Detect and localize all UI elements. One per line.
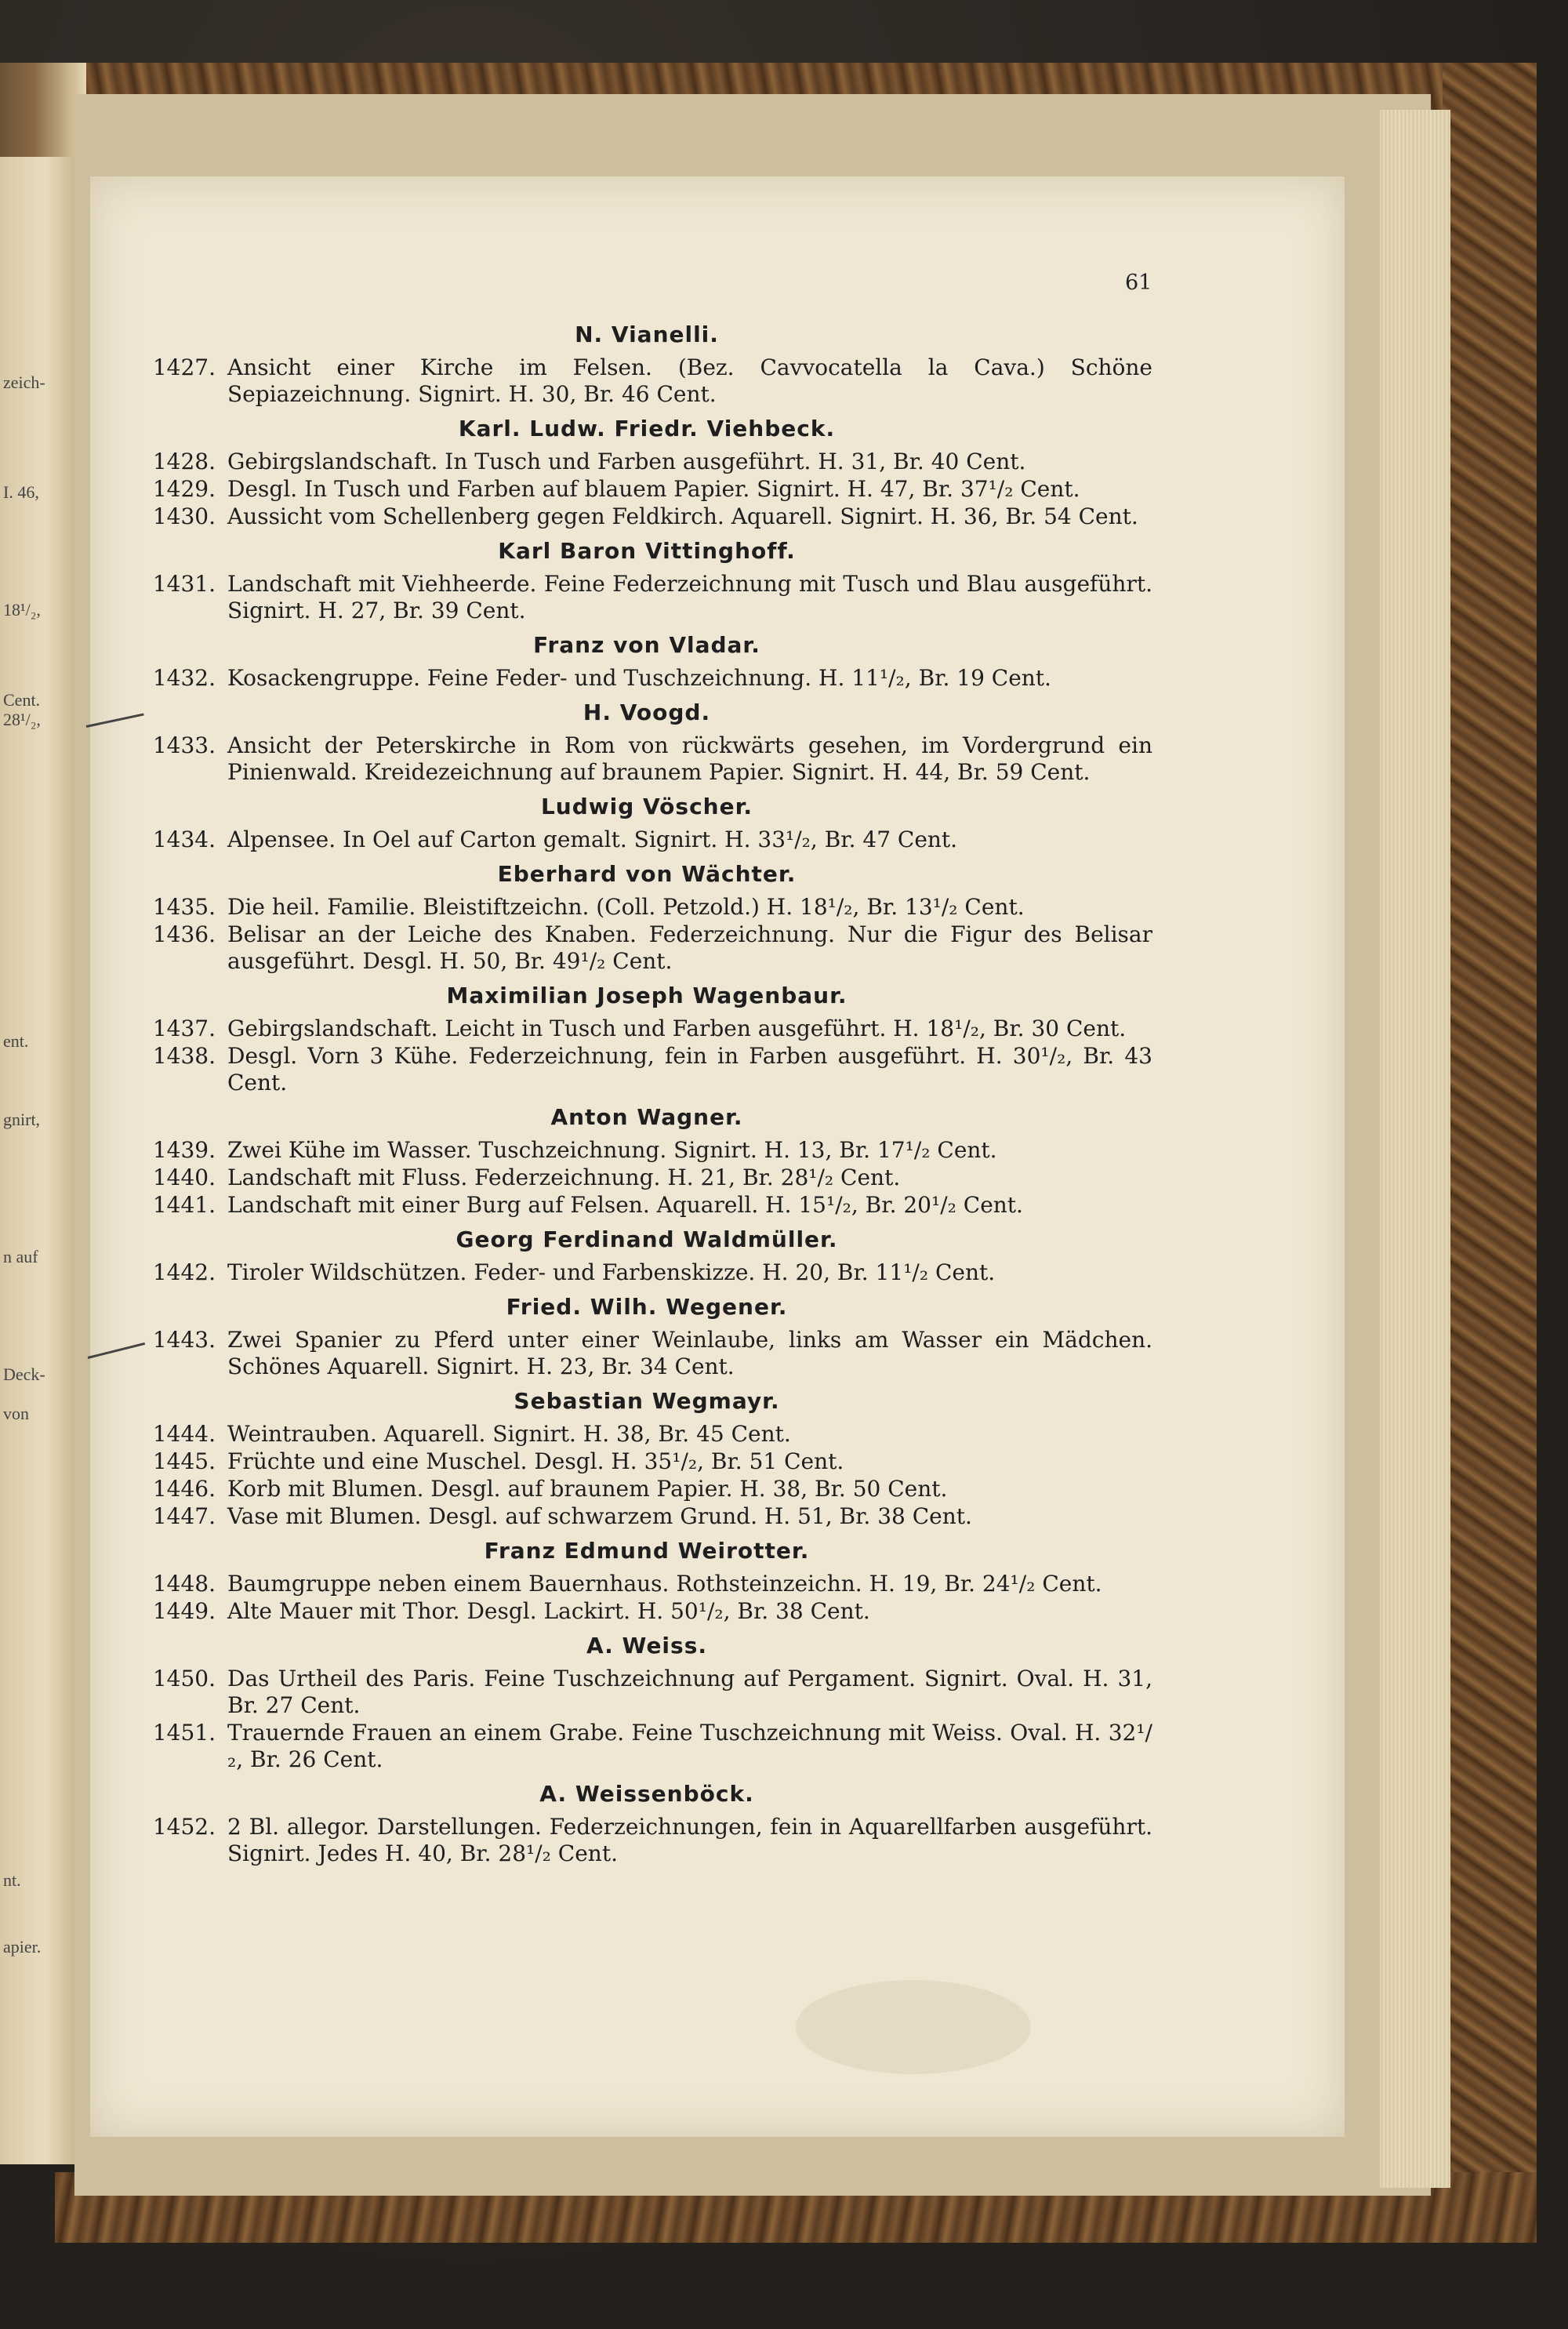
entry-description: Die heil. Familie. Bleistiftzeichn. (Coll. Petzold.) H. 18¹/₂, Br. 13¹/₂ Cent. (227, 894, 1025, 920)
catalog-entry (141, 827, 1152, 853)
artist-heading: Franz Edmund Weirotter. (484, 1538, 810, 1564)
entry-description: Gebirgslandschaft. Leicht in Tusch und Farben ausgeführt. H. 18¹/₂, Br. 30 Cent. (227, 1016, 1127, 1041)
entry-number: 1436. (152, 921, 216, 947)
entry-number: 1437. (152, 1016, 216, 1041)
artist-heading: Karl. Ludw. Friedr. Viehbeck. (458, 416, 836, 441)
artist-heading: A. Weissenböck. (539, 1781, 754, 1807)
artist-heading: H. Voogd. (583, 699, 711, 725)
page-number: 61 (1125, 271, 1152, 295)
entry-description: Belisar an der Leiche des Knaben. Federzeichnung. Nur die Figur des Belisar ausgeführt. Desgl. H. 50, Br. 49¹/₂ Cent. (227, 921, 1152, 974)
catalog-entry (141, 1476, 1152, 1502)
entry-number: 1430. (152, 503, 216, 529)
entry-number: 1445. (152, 1448, 216, 1474)
catalog-entry (141, 1720, 1152, 1773)
entry-number: 1444. (152, 1421, 216, 1447)
catalog-entry (141, 732, 1152, 786)
catalog-entry (141, 503, 1152, 530)
entry-number: 1431. (152, 571, 216, 597)
paper-stain (796, 1980, 1031, 2074)
artist-heading: Karl Baron Vittinghoff. (498, 538, 796, 564)
artist-heading: Georg Ferdinand Waldmüller. (456, 1226, 838, 1252)
artist-heading: Eberhard von Wächter. (497, 861, 797, 887)
entry-number: 1435. (152, 894, 216, 920)
entry-number: 1443. (152, 1327, 216, 1353)
facing-page-text-fragment: Cent. (3, 690, 41, 710)
entry-description: Landschaft mit einer Burg auf Felsen. Aquarell. H. 15¹/₂, Br. 20¹/₂ Cent. (227, 1192, 1023, 1218)
catalog-entry (141, 1666, 1152, 1719)
entry-description: Tiroler Wildschützen. Feder- und Farbenskizze. H. 20, Br. 11¹/₂ Cent. (227, 1259, 996, 1285)
catalog-entry (141, 1016, 1152, 1042)
entry-number: 1452. (152, 1814, 216, 1840)
entry-number: 1448. (152, 1571, 216, 1597)
entry-number: 1434. (152, 827, 216, 852)
artist-heading: Fried. Wilh. Wegener. (506, 1294, 788, 1320)
catalog-entry (141, 354, 1152, 408)
entry-number: 1428. (152, 449, 216, 474)
entry-number: 1432. (152, 665, 216, 691)
artist-heading: Ludwig Vöscher. (540, 794, 753, 819)
entry-description: Aussicht vom Schellenberg gegen Feldkirch. Aquarell. Signirt. H. 36, Br. 54 Cent. (227, 503, 1138, 529)
entry-number: 1433. (152, 732, 216, 758)
catalog-entry (141, 571, 1152, 624)
facing-page-text-fragment: nt. (3, 1870, 21, 1890)
entry-description: Baumgruppe neben einem Bauernhaus. Rothsteinzeichn. H. 19, Br. 24¹/₂ Cent. (227, 1571, 1102, 1597)
artist-heading: Anton Wagner. (550, 1104, 743, 1130)
facing-page-text-fragment: I. 46, (3, 482, 39, 502)
catalog-entry (141, 1164, 1152, 1191)
book-cover-right (1443, 63, 1537, 2204)
entry-description: Alte Mauer mit Thor. Desgl. Lackirt. H. 50¹/₂, Br. 38 Cent. (227, 1598, 870, 1624)
catalog-entry (141, 1503, 1152, 1530)
catalog-entry (141, 1421, 1152, 1448)
entry-description: Zwei Spanier zu Pferd unter einer Weinlaube, links am Wasser ein Mädchen. Schönes Aquarell. Signirt. H. 23, Br. 34 Cent. (227, 1327, 1152, 1379)
facing-page-text-fragment: von (3, 1404, 29, 1423)
entry-number: 1440. (152, 1164, 216, 1190)
catalog-entry (141, 1043, 1152, 1096)
entry-description: Das Urtheil des Paris. Feine Tuschzeichnung auf Pergament. Signirt. Oval. H. 31, Br. 27 Cent. (227, 1666, 1152, 1718)
entry-number: 1438. (152, 1043, 216, 1069)
page-stack (1380, 110, 1450, 2188)
entry-number: 1449. (152, 1598, 216, 1624)
catalog-entry (141, 1137, 1152, 1164)
catalog-entry (141, 894, 1152, 921)
entry-number: 1451. (152, 1720, 216, 1746)
catalog-entry (141, 1259, 1152, 1286)
entry-description: Gebirgslandschaft. In Tusch und Farben ausgeführt. H. 31, Br. 40 Cent. (227, 449, 1026, 474)
facing-page-text-fragment: 18¹/₂, (3, 600, 41, 619)
artist-heading: A. Weiss. (586, 1633, 708, 1659)
entry-description: 2 Bl. allegor. Darstellungen. Federzeichnungen, fein in Aquarellfarben ausgeführt. Signirt. Jedes H. 40, Br. 28¹/₂ Cent. (227, 1814, 1152, 1866)
catalog-entry (141, 476, 1152, 503)
entry-description: Landschaft mit Viehheerde. Feine Federzeichnung mit Tusch und Blau ausgeführt. Signirt. H. 27, Br. 39 Cent. (227, 571, 1152, 623)
entry-description: Desgl. In Tusch und Farben auf blauem Papier. Signirt. H. 47, Br. 37¹/₂ Cent. (227, 476, 1080, 502)
entry-description: Ansicht einer Kirche im Felsen. (Bez. Cavvocatella la Cava.) Schöne Sepiazeichnung. Signirt. H. 30, Br. 46 Cent. (227, 354, 1152, 407)
artist-heading: Sebastian Wegmayr. (514, 1388, 780, 1414)
entry-description: Weintrauben. Aquarell. Signirt. H. 38, Br. 45 Cent. (227, 1421, 791, 1447)
entry-number: 1439. (152, 1137, 216, 1163)
entry-description: Trauernde Frauen an einem Grabe. Feine Tuschzeichnung mit Weiss. Oval. H. 32¹/₂, Br. 26 Cent. (227, 1720, 1152, 1772)
entry-number: 1429. (152, 476, 216, 502)
catalog-entry (141, 1327, 1152, 1380)
entry-number: 1441. (152, 1192, 216, 1218)
catalog-entry (141, 921, 1152, 975)
catalog-entry (141, 1192, 1152, 1219)
entry-description: Landschaft mit Fluss. Federzeichnung. H. 21, Br. 28¹/₂ Cent. (227, 1164, 901, 1190)
catalog-entry (141, 1814, 1152, 1867)
entry-description: Desgl. Vorn 3 Kühe. Federzeichnung, fein in Farben ausgeführt. H. 30¹/₂, Br. 43 Cent. (227, 1043, 1152, 1095)
entry-number: 1447. (152, 1503, 216, 1529)
entry-description: Korb mit Blumen. Desgl. auf braunem Papier. H. 38, Br. 50 Cent. (227, 1476, 948, 1502)
catalog-entry (141, 449, 1152, 475)
facing-page-text-fragment: zeich- (3, 372, 45, 392)
catalog-entries (141, 314, 1152, 1868)
catalog-entry (141, 1571, 1152, 1597)
artist-heading: Maximilian Joseph Wagenbaur. (446, 983, 848, 1008)
facing-page-text-fragment: 28¹/₂, (3, 710, 41, 729)
entry-number: 1427. (152, 354, 216, 380)
entry-number: 1446. (152, 1476, 216, 1502)
artist-heading: N. Vianelli. (575, 322, 719, 347)
facing-page-text-fragment: Deck- (3, 1364, 45, 1384)
entry-description: Kosackengruppe. Feine Feder- und Tuschzeichnung. H. 11¹/₂, Br. 19 Cent. (227, 665, 1051, 691)
entry-description: Alpensee. In Oel auf Carton gemalt. Signirt. H. 33¹/₂, Br. 47 Cent. (227, 827, 958, 852)
entry-description: Zwei Kühe im Wasser. Tuschzeichnung. Signirt. H. 13, Br. 17¹/₂ Cent. (227, 1137, 997, 1163)
catalog-entry (141, 1448, 1152, 1475)
facing-page-text-fragment: apier. (3, 1937, 42, 1957)
entry-number: 1442. (152, 1259, 216, 1285)
entry-number: 1450. (152, 1666, 216, 1691)
facing-page-text-fragment: gnirt, (3, 1110, 41, 1129)
catalog-entry (141, 1598, 1152, 1625)
entry-description: Früchte und eine Muschel. Desgl. H. 35¹/₂, Br. 51 Cent. (227, 1448, 844, 1474)
catalog-entry (141, 665, 1152, 692)
entry-description: Vase mit Blumen. Desgl. auf schwarzem Grund. H. 51, Br. 38 Cent. (227, 1503, 972, 1529)
facing-page-text-fragment: n auf (3, 1247, 38, 1266)
facing-page-text-fragment: ent. (3, 1031, 29, 1051)
facing-page-edge (0, 157, 74, 2164)
entry-description: Ansicht der Peterskirche in Rom von rückwärts gesehen, im Vordergrund ein Pinienwald. Kreidezeichnung auf braunem Papier. Signirt. H. 44, Br. 59 Cent. (227, 732, 1152, 785)
artist-heading: Franz von Vladar. (533, 632, 760, 658)
